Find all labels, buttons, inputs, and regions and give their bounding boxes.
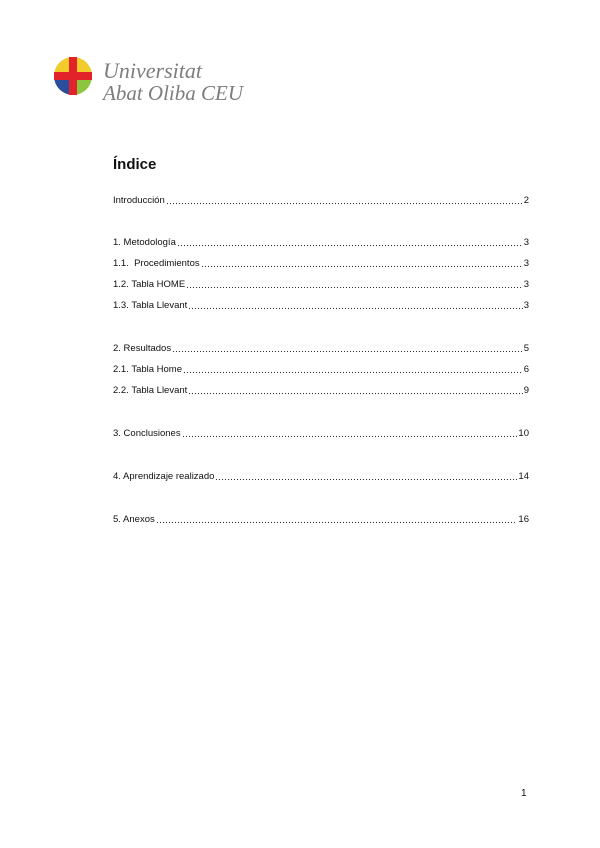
toc-entry-label: 1. Metodología (113, 237, 176, 248)
toc-entry-label: 2.1. Tabla Home (113, 364, 183, 375)
toc-entry-page: 14 (518, 471, 529, 482)
toc-entry-label: 1.3. Tabla Llevant (113, 300, 188, 311)
logo-line-1: Universitat (103, 58, 202, 83)
toc-leader-dots (177, 244, 523, 247)
toc-leader-dots (183, 371, 523, 374)
toc-entry-label: 1.1. Procedimientos (113, 258, 200, 269)
toc-entry-procedimientos[interactable] (113, 257, 529, 270)
toc-entry-page: 16 (518, 514, 529, 525)
toc-entry-resultados[interactable] (113, 342, 529, 355)
toc-leader-dots (156, 521, 518, 524)
toc-entry-page: 3 (523, 237, 529, 248)
page-number: 1 (521, 788, 527, 799)
toc-entry-conclusiones[interactable] (113, 427, 529, 440)
toc-entry-label: 5. Anexos (113, 514, 155, 525)
toc-entry-page: 3 (523, 279, 529, 290)
university-logo (53, 56, 253, 106)
toc-leader-dots (172, 350, 523, 353)
toc-leader-dots (182, 435, 518, 438)
toc-entry-anexos[interactable] (113, 513, 529, 526)
toc-leader-dots (166, 202, 523, 205)
page-title: Índice (113, 156, 157, 173)
toc-entry-label: 2. Resultados (113, 343, 172, 354)
university-crest-icon (53, 56, 93, 96)
toc-entry-metodologia[interactable] (113, 236, 529, 249)
toc-entry-introduccion[interactable] (113, 194, 529, 207)
toc-entry-page: 3 (523, 258, 529, 269)
toc-entry-label: Introducción (113, 195, 165, 206)
toc-leader-dots (186, 286, 523, 289)
toc-leader-dots (188, 307, 522, 310)
toc-entry-page: 9 (523, 385, 529, 396)
toc-entry-label: 3. Conclusiones (113, 428, 181, 439)
toc-entry-resultados-tabla-llevant[interactable] (113, 384, 529, 397)
toc-entry-page: 6 (523, 364, 529, 375)
toc-leader-dots (215, 478, 517, 481)
logo-line-2: Abat Oliba CEU (103, 81, 243, 105)
toc-entry-tabla-llevant[interactable] (113, 299, 529, 312)
toc-entry-label: 1.2. Tabla HOME (113, 279, 186, 290)
toc-entry-page: 3 (523, 300, 529, 311)
toc-entry-label: 2.2. Tabla Llevant (113, 385, 188, 396)
logo-wordmark (103, 60, 243, 104)
toc-entry-page: 5 (523, 343, 529, 354)
toc-entry-aprendizaje[interactable] (113, 470, 529, 483)
toc-entry-page: 2 (523, 195, 529, 206)
toc-entry-tabla-home[interactable] (113, 278, 529, 291)
toc-entry-resultados-tabla-home[interactable] (113, 363, 529, 376)
toc-leader-dots (188, 392, 522, 395)
toc-entry-page: 10 (518, 428, 529, 439)
toc-entry-label: 4. Aprendizaje realizado (113, 471, 215, 482)
toc-leader-dots (201, 265, 523, 268)
